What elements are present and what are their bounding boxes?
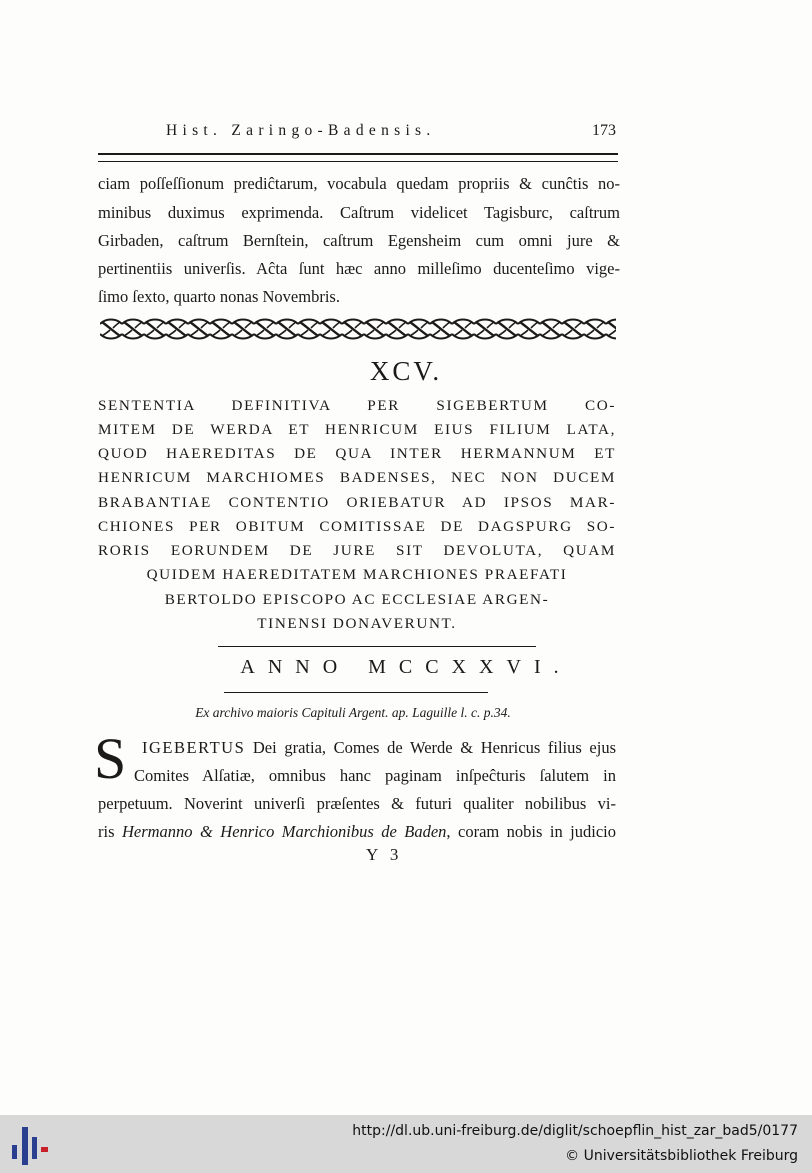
copyright-notice: © Universitätsbibliothek Freiburg	[565, 1148, 798, 1164]
document-year: ANNO MCCXXVI.	[240, 656, 572, 678]
continuation-line: minibus duximus exprimenda. Caſtrum videlicet Tagisburc, caſtrum	[98, 203, 620, 222]
signature-mark: Y 3	[366, 845, 403, 864]
continuation-line: ciam poſſeſſionum prediĉtarum, vocabula quedam propriis & cunĉtis no-	[98, 174, 620, 193]
summary-line: SENTENTIA DEFINITIVA PER SIGEBERTUM CO-	[98, 397, 616, 414]
source-citation: Ex archivo maioris Capituli Argent. ap. Laguille l. c. p.34.	[195, 705, 511, 720]
divider-rule	[218, 646, 536, 647]
opening-line-text: ris	[98, 822, 122, 841]
opening-line	[142, 738, 616, 758]
opening-line: Comites Alſatiæ, omnibus hanc paginam inſpeĉturis ſalutem in	[134, 766, 616, 785]
opening-italic-names: Hermanno & Henrico Marchionibus de Baden	[121, 822, 447, 841]
opening-first-word: IGEBERTUS	[142, 738, 246, 757]
summary-line: CHIONES PER OBITUM COMITISSAE DE DAGSPURG SO-	[98, 518, 616, 535]
summary-line: HENRICUM MARCHIOMES BADENSES, NEC NON DUCEM	[98, 469, 616, 486]
page-number: 173	[592, 122, 616, 139]
summary-line: QUOD HAEREDITAS DE QUA INTER HERMANNUM ET	[98, 445, 616, 462]
summary-line: TINENSI DONAVERUNT.	[257, 615, 457, 632]
permalink-url[interactable]: http://dl.ub.uni-freiburg.de/diglit/schoepflin_hist_zar_bad5/0177	[352, 1123, 798, 1139]
header-double-rule	[98, 153, 618, 162]
divider-rule	[224, 692, 488, 693]
continuation-line: Girbaden, caſtrum Bernſtein, caſtrum Egensheim cum omni jure &	[98, 231, 620, 250]
viewer-footer-bar	[0, 1115, 812, 1173]
summary-line: MITEM DE WERDA ET HENRICUM EIUS FILIUM LATA,	[98, 421, 616, 438]
opening-line	[98, 822, 616, 842]
opening-line-text: , coram nobis in judicio	[446, 822, 617, 841]
summary-line: QUIDEM HAEREDITATEM MARCHIONES PRAEFATI	[146, 566, 568, 583]
summary-line: BRABANTIAE CONTENTIO ORIEBATUR AD IPSOS MAR-	[98, 494, 616, 511]
opening-line-text: Dei gratia, Comes de Werde & Henricus filius ejus	[245, 738, 616, 757]
document-number: XCV.	[369, 356, 443, 386]
ornamental-band	[100, 318, 616, 340]
summary-line: BERTOLDO EPISCOPO AC ECCLESIAE ARGEN-	[164, 591, 550, 608]
summary-line: RORIS EORUNDEM DE JURE SIT DEVOLUTA, QUAM	[98, 542, 616, 559]
continuation-line: ſimo ſexto, quarto nonas Novembris.	[98, 287, 340, 306]
running-head	[98, 118, 618, 144]
drop-cap: S	[94, 726, 127, 791]
library-logo-icon	[8, 1123, 52, 1169]
running-head-title: Hist. Zaringo-Badensis.	[166, 122, 436, 139]
opening-line: perpetuum. Noverint univerſi præſentes & futuri qualiter nobilibus vi-	[98, 794, 616, 813]
continuation-line: pertinentiis univerſis. Aĉta ſunt hæc anno milleſimo ducenteſimo vige-	[98, 259, 620, 278]
